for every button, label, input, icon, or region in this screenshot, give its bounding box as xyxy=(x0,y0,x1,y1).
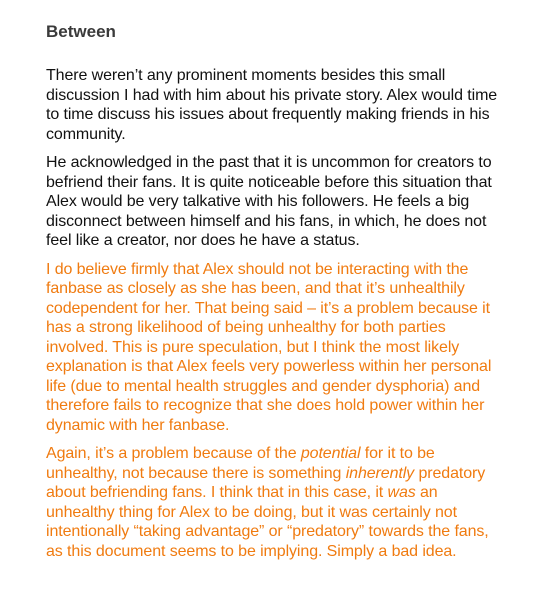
paragraph-2-text: He acknowledged in the past that it is uncommon for creators to befriend their fans. It is quite noticeable before this situation that Alex would be very talkative with his followers. He feels a big disconnect between himself and his fans, in which, he does not feel like a creator, nor does he have a status. xyxy=(46,154,492,249)
paragraph-4-emphasis-inherently: inherently xyxy=(345,464,415,482)
paragraph-1 xyxy=(46,66,500,144)
paragraph-3 xyxy=(46,260,500,436)
paragraph-2 xyxy=(46,153,500,251)
paragraph-4-emphasis-was: was xyxy=(387,484,416,501)
paragraph-4 xyxy=(46,444,500,561)
paragraph-3-text: I do believe firmly that Alex should not be interacting with the fanbase as closely as she has been, and that it’s unhealthily codependent for her. That being said – it’s a problem because it has a strong likelihood of being unhealthy for both parties involved. This is pure speculation, but I think the most likely explanation is that Alex feels very powerless within her personal life (due to mental health struggles and gender dysphoria) and therefore fails to recognize that she does hold power within her dynamic with her fanbase. xyxy=(46,260,492,434)
paragraph-4-text-c: predatory about befriending fans. I think that in this case, it xyxy=(46,464,486,501)
paragraph-4-text-a: Again, it’s a problem because of the xyxy=(46,445,301,462)
paragraph-4-text-d: an unhealthy thing for Alex to be doing, but it was certainly not intentionally “taking advantage” or “predatory” towards the fans, as this document seems to be implying. Simply a bad idea. xyxy=(46,484,489,560)
section-heading: Between xyxy=(46,22,116,41)
paragraph-4-text-b: for it to be unhealthy, not because there is something xyxy=(46,445,435,482)
paragraph-4-emphasis-potential: potential xyxy=(300,445,361,462)
paragraph-1-text: There weren’t any prominent moments besides this small discussion I had with him about his private story. Alex would time to time discuss his issues about frequently making friends in his community. xyxy=(46,67,498,143)
